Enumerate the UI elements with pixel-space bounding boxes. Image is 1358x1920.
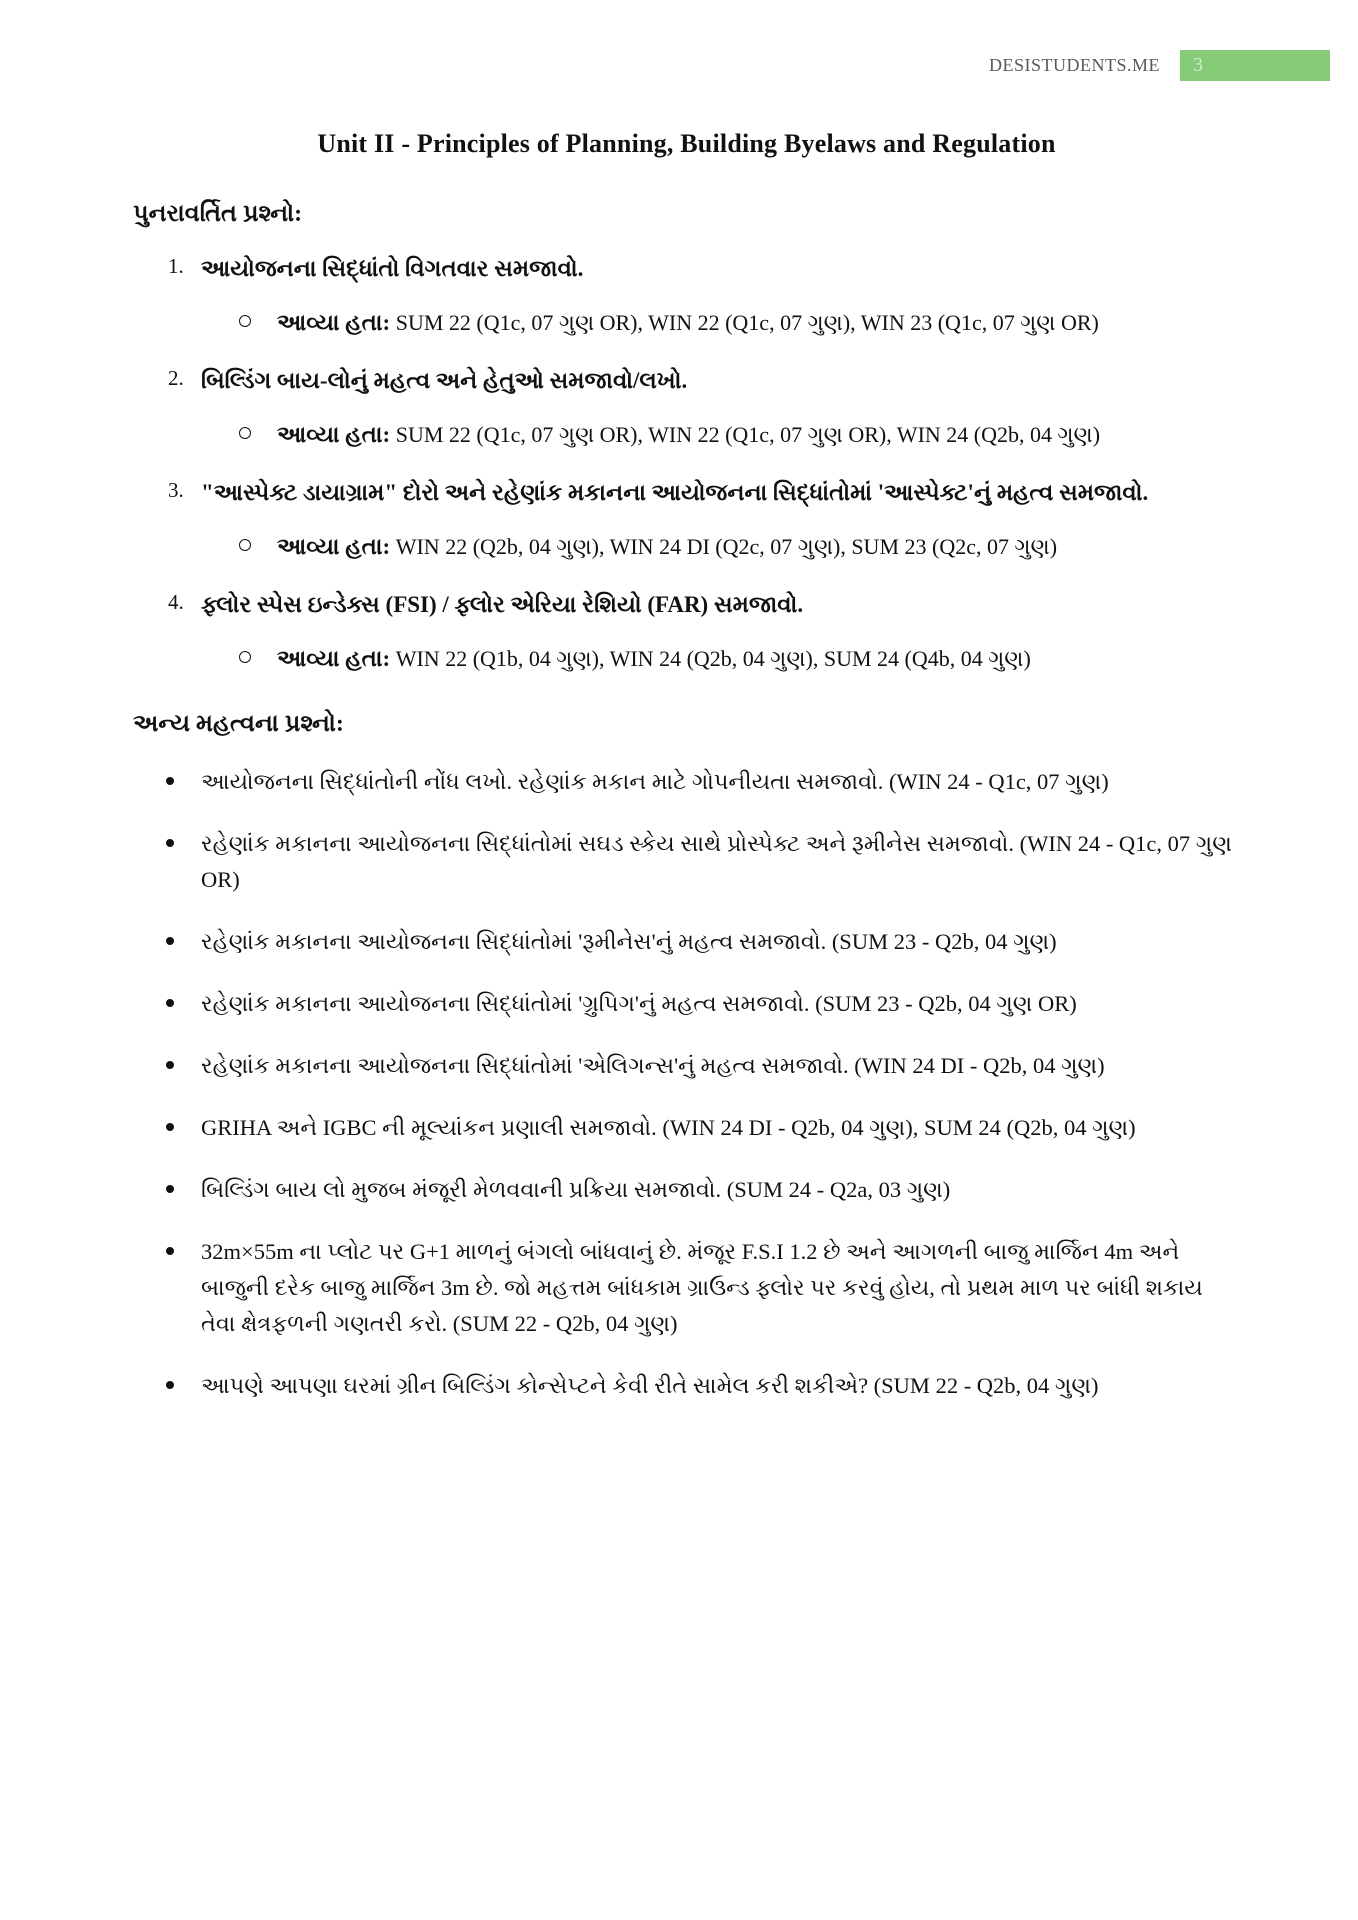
- exam-list: WIN 22 (Q1b, 04 ગુણ), WIN 24 (Q2b, 04 ગુણ), SUM 24 (Q4b, 04 ગુણ): [395, 645, 1031, 671]
- bullet-text: રહેણાંક મકાનના આયોજનના સિદ્ધાંતોમાં 'એલિગન્સ'નું મહત્વ સમજાવો. (WIN 24 DI - Q2b, 04 ગુણ): [201, 1052, 1105, 1078]
- appeared-label: આવ્યા હતા:: [277, 421, 391, 447]
- item-number: 3.: [168, 478, 184, 503]
- bullet-icon: [166, 999, 174, 1007]
- item-number: 1.: [168, 254, 184, 278]
- bullet-text: રહેણાંક મકાનના આયોજનના સિદ્ધાંતોમાં સઘડ સ્કેય સાથે પ્રોસ્પેક્ટ અને રૂમીનેસ સમજાવો. (WIN 24 - Q1c, 07 ગુણ OR): [201, 830, 1232, 892]
- bullet-item: [166, 1048, 1240, 1084]
- page-number-badge: [1180, 50, 1330, 81]
- bullet-text: રહેણાંક મકાનના આયોજનના સિદ્ધાંતોમાં 'ગ્રુપિગ'નું મહત્વ સમજાવો. (SUM 23 - Q2b, 04 ગુણ OR): [201, 990, 1077, 1016]
- bullet-text: 32m×55m ના પ્લોટ પર G+1 માળનું બંગલો બાંધવાનું છે. મંજૂર F.S.I 1.2 છે અને આગળની બાજુ માર્જિન 4m અને બાજુની દરેક બાજુ માર્જિન 3m છે. જો મહત્તમ બાંધકામ ગ્રાઉન્ડ ફ્લોર પર કરવું હોય, તો પ્રથમ માળ પર બાંધી શકાય તેવા ક્ષેત્રફળની ગણતરી કરો. (SUM 22 - Q2b, 04 ગુણ): [201, 1238, 1203, 1336]
- question-text: બિલ્ડિંગ બાય-લોનું મહત્વ અને હેતુઓ સમજાવો/લખો.: [201, 368, 688, 394]
- exam-sub-item: [239, 305, 1240, 341]
- circle-bullet-icon: [239, 427, 251, 439]
- question-text: આયોજનના સિદ્ધાંતો વિગતવાર સમજાવો.: [201, 256, 584, 281]
- section-heading-other: અન્ય મહત્વના પ્રશ્નો:: [133, 710, 344, 737]
- bullet-item: [166, 1110, 1240, 1146]
- bullet-icon: [166, 1061, 174, 1069]
- page-number: 3: [1193, 54, 1203, 76]
- exam-references: [277, 529, 1057, 565]
- exam-list: SUM 22 (Q1c, 07 ગુણ OR), WIN 22 (Q1c, 07 ગુણ OR), WIN 24 (Q2b, 04 ગુણ): [395, 421, 1101, 447]
- page-title: Unit II - Principles of Planning, Building Byelaws and Regulation: [317, 129, 1056, 158]
- circle-bullet-icon: [239, 539, 251, 551]
- appeared-label: આવ્યા હતા:: [277, 645, 391, 671]
- bullet-item: [166, 924, 1240, 960]
- exam-sub-item: [239, 417, 1240, 453]
- bullet-text: આપણે આપણા ઘરમાં ગ્રીન બિલ્ડિંગ કોન્સેપ્ટને કેવી રીતે સામેલ કરી શકીએ? (SUM 22 - Q2b, 04 ગુણ): [201, 1372, 1099, 1398]
- item-number: 4.: [168, 590, 184, 615]
- item-number: 2.: [168, 366, 184, 391]
- exam-list: SUM 22 (Q1c, 07 ગુણ OR), WIN 22 (Q1c, 07 ગુણ), WIN 23 (Q1c, 07 ગુણ OR): [395, 309, 1099, 335]
- bullet-item: [166, 1368, 1240, 1404]
- appeared-label: આવ્યા હતા:: [277, 309, 391, 335]
- numbered-item: [168, 252, 1240, 287]
- bullet-icon: [166, 777, 174, 785]
- exam-references: [277, 305, 1099, 341]
- exam-sub-item: [239, 529, 1240, 565]
- exam-sub-item: [239, 641, 1240, 677]
- bullet-text: રહેણાંક મકાનના આયોજનના સિદ્ધાંતોમાં 'રૂમીનેસ'નું મહત્વ સમજાવો. (SUM 23 - Q2b, 04 ગુણ): [201, 928, 1057, 954]
- page-header: [133, 50, 1344, 81]
- bullet-icon: [166, 1123, 174, 1131]
- exam-list: WIN 22 (Q2b, 04 ગુણ), WIN 24 DI (Q2c, 07 ગુણ), SUM 23 (Q2c, 07 ગુણ): [395, 533, 1058, 559]
- question-text: "આસ્પેક્ટ ડાયાગ્રામ" દોરો અને રહેણાંક મકાનના આયોજનના સિદ્ધાંતોમાં 'આસ્પેક્ટ'નું મહત્વ સમજાવો.: [201, 480, 1149, 506]
- bullet-item: [166, 1234, 1240, 1342]
- question-text: ફ્લોર સ્પેસ ઇન્ડેક્સ (FSI) / ફ્લોર એરિયા રેશિયો (FAR) સમજાવો.: [201, 592, 804, 618]
- bullet-icon: [166, 839, 174, 847]
- bullet-icon: [166, 1247, 174, 1255]
- bullet-icon: [166, 937, 174, 945]
- site-label: DESISTUDENTS.ME: [988, 55, 1160, 75]
- section-heading-repeated: પુનરાવર્તિત પ્રશ્નો:: [133, 201, 303, 227]
- exam-references: [277, 417, 1100, 453]
- appeared-label: આવ્યા હતા:: [277, 533, 391, 559]
- bullet-text: આયોજનના સિદ્ધાંતોની નોંધ લખો. રહેણાંક મકાન માટે ગોપનીયતા સમજાવો. (WIN 24 - Q1c, 07 ગુણ): [201, 768, 1109, 794]
- numbered-item: [168, 364, 1240, 399]
- bullet-text: GRIHA અને IGBC ની મૂલ્યાંકન પ્રણાલી સમજાવો. (WIN 24 DI - Q2b, 04 ગુણ), SUM 24 (Q2b, 04 ગુણ): [201, 1114, 1136, 1140]
- numbered-item: [168, 476, 1240, 511]
- numbered-item: [168, 588, 1240, 623]
- exam-references: [277, 641, 1031, 677]
- bullet-icon: [166, 1381, 174, 1389]
- bullet-item: [166, 1172, 1240, 1208]
- bullet-item: [166, 986, 1240, 1022]
- circle-bullet-icon: [239, 315, 251, 327]
- bullet-text: બિલ્ડિંગ બાય લો મુજબ મંજૂરી મેળવવાની પ્રક્રિયા સમજાવો. (SUM 24 - Q2a, 03 ગુણ): [201, 1176, 951, 1202]
- circle-bullet-icon: [239, 651, 251, 663]
- bullet-icon: [166, 1185, 174, 1193]
- bullet-item: [166, 826, 1240, 898]
- bullet-item: [166, 764, 1240, 800]
